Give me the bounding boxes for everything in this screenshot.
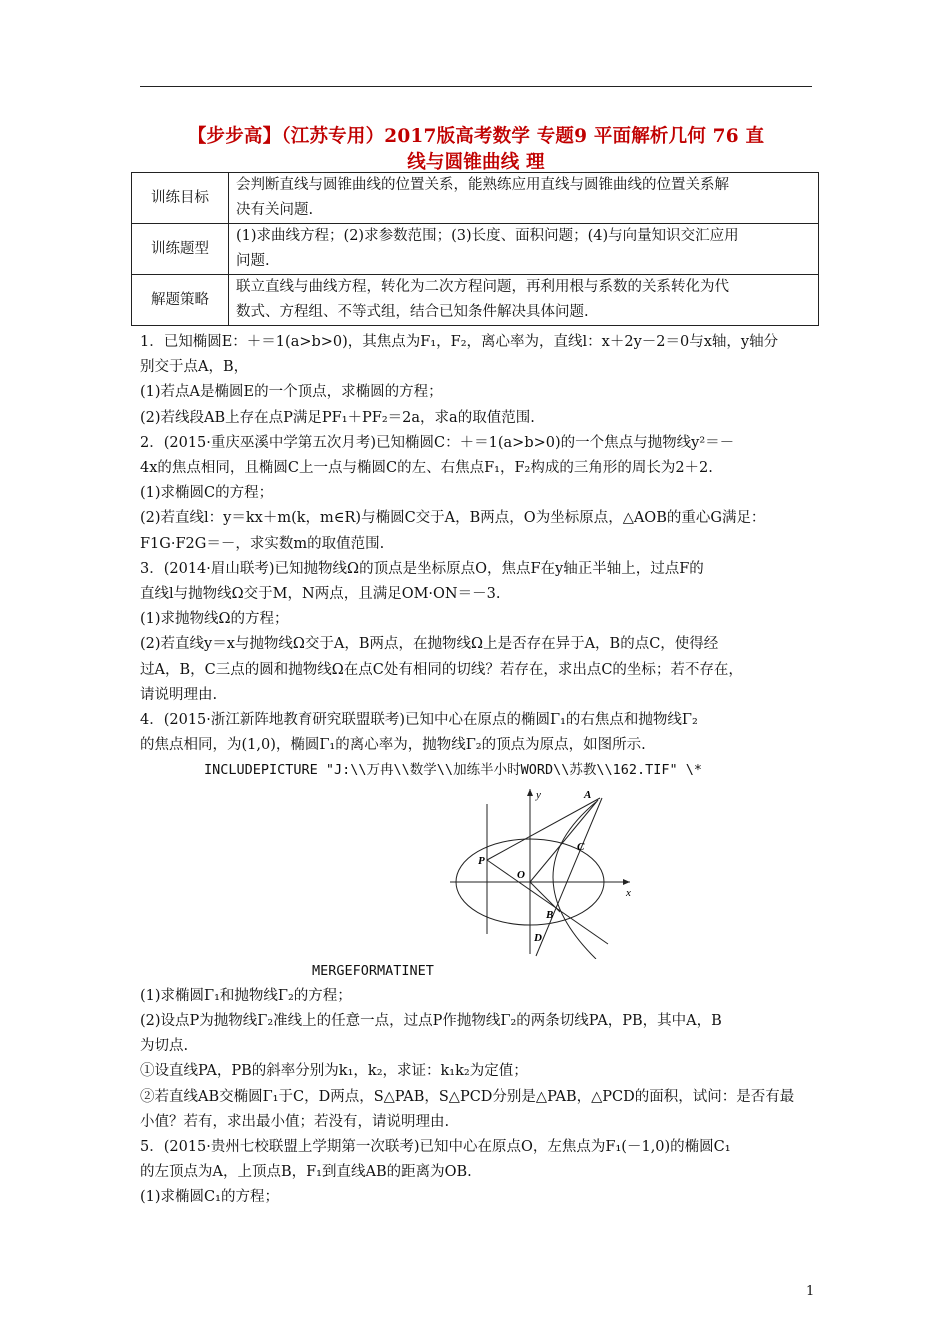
text-line: 3．(2014·眉山联考)已知抛物线Ω的顶点是坐标原点O，焦点F在y轴正半轴上，过点F的 (140, 560, 704, 577)
text-line: 别交于点A，B， (140, 359, 249, 376)
row-label: 训练目标 (132, 173, 229, 224)
problem-text (140, 330, 818, 1211)
row-content-line: 会判断直线与圆锥曲线的位置关系，能熟练应用直线与圆锥曲线的位置关系解 (236, 177, 729, 193)
label-o: O (517, 868, 525, 881)
row-content-line: 决有关问题. (236, 202, 314, 218)
line-oa (530, 800, 598, 882)
text-line: 为切点. (140, 1038, 189, 1055)
include-picture-field: INCLUDEPICTURE "J:\\万冉\\数学\\加练半小时WORD\\苏教\\162.TIF" \* (204, 762, 702, 779)
label-p: P (478, 854, 485, 867)
chord-ab (536, 798, 602, 956)
text-line: (1)求椭圆C₁的方程； (140, 1189, 279, 1206)
table-row (132, 275, 819, 326)
text-line: 1．已知椭圆E：＋＝1(a>b>0)，其焦点为F₁，F₂，离心率为，直线l：x＋2y－2＝0与x轴，y轴分 (140, 334, 779, 350)
figure-svg (450, 784, 650, 959)
row-label: 解题策略 (132, 275, 229, 326)
figure-ellipse-parabola (140, 784, 818, 959)
text-line: 4x的焦点相同，且椭圆C上一点与椭圆C的左、右焦点F₁，F₂构成的三角形的周长为2＋2. (140, 460, 713, 477)
label-d: D (534, 931, 542, 944)
text-line: (2)设点P为抛物线Γ₂准线上的任意一点，过点P作抛物线Γ₂的两条切线PA，PB，其中A，B (140, 1013, 722, 1030)
label-a: A (584, 788, 592, 801)
text-line: ①设直线PA，PB的斜率分别为k₁，k₂，求证：k₁k₂为定值； (140, 1063, 528, 1080)
row-content-line: 问题. (236, 253, 270, 269)
x-axis-arrow-icon (623, 879, 630, 885)
top-rule (140, 86, 812, 87)
label-b: B (546, 908, 554, 921)
text-line: 请说明理由. (140, 686, 218, 703)
text-line: (1)求椭圆C的方程； (140, 485, 274, 502)
text-line: (1)求抛物线Ω的方程； (140, 611, 289, 628)
merge-format-field: MERGEFORMATINET (312, 962, 434, 979)
text-line: ②若直线AB交椭圆Γ₁于C，D两点，S△PAB，S△PCD分别是△PAB，△PCD的面积，试问：是否有最 (140, 1088, 795, 1105)
text-line: (2)若直线l：y＝kx＋m(k，m∈R)与椭圆C交于A，B两点，O为坐标原点，△AOB的重心G满足： (140, 510, 766, 527)
row-label: 训练题型 (132, 224, 229, 275)
page-number: 1 (806, 1284, 815, 1299)
training-table (131, 172, 819, 326)
text-line: 直线l与抛物线Ω交于M，N两点，且满足OM·ON＝－3. (140, 586, 501, 603)
text-line: F1G·F2G＝－，求实数m的取值范围. (140, 535, 385, 552)
table-row (132, 224, 819, 275)
row-content-line: 数式、方程组、不等式组，结合已知条件解决具体问题. (236, 304, 589, 320)
text-line: (2)若直线y＝x与抛物线Ω交于A，B两点，在抛物线Ω上是否存在异于A，B的点C，使得经 (140, 636, 719, 653)
label-x: x (626, 886, 631, 899)
tangent-pb (487, 860, 608, 944)
text-line: (1)求椭圆Γ₁和抛物线Γ₂的方程； (140, 987, 352, 1004)
document-title (140, 124, 812, 176)
title-line-2: 线与圆锥曲线 理 (407, 152, 545, 173)
label-y: y (536, 788, 541, 801)
row-content (229, 173, 819, 224)
y-axis-arrow-icon (527, 789, 533, 796)
title-line-1: 【步步高】（江苏专用）2017版高考数学 专题9 平面解析几何 76 直 (187, 126, 765, 147)
parabola (553, 802, 596, 959)
text-line: (1)若点A是椭圆E的一个顶点，求椭圆的方程； (140, 384, 443, 401)
row-content-line: 联立直线与曲线方程，转化为二次方程问题，再利用根与系数的关系转化为代 (236, 279, 729, 295)
text-line: 的左顶点为A，上顶点B，F₁到直线AB的距离为OB. (140, 1164, 472, 1181)
row-content (229, 224, 819, 275)
text-line: 4．(2015·浙江新阵地教育研究联盟联考)已知中心在原点的椭圆Γ₁的右焦点和抛物线Γ₂ (140, 712, 698, 729)
text-line: 2．(2015·重庆巫溪中学第五次月考)已知椭圆C：＋＝1(a>b>0)的一个焦点与抛物线y²＝－ (140, 434, 735, 451)
row-content-line: (1)求曲线方程；(2)求参数范围；(3)长度、面积问题；(4)与向量知识交汇应用 (236, 228, 739, 244)
text-line: 5．(2015·贵州七校联盟上学期第一次联考)已知中心在原点O，左焦点为F₁(－1,0)的椭圆C₁ (140, 1139, 731, 1156)
text-line: (2)若线段AB上存在点P满足PF₁＋PF₂＝2a，求a的取值范围. (140, 409, 535, 426)
row-content (229, 275, 819, 326)
table-row (132, 173, 819, 224)
text-line: 过A，B，C三点的圆和抛物线Ω在点C处有相同的切线？若存在，求出点C的坐标；若不存在， (140, 661, 743, 678)
text-line: 的焦点相同，为(1,0)，椭圆Γ₁的离心率为，抛物线Γ₂的顶点为原点，如图所示. (140, 737, 646, 754)
label-c: C (577, 840, 585, 853)
text-line: 小值？若有，求出最小值；若没有，请说明理由. (140, 1113, 450, 1130)
